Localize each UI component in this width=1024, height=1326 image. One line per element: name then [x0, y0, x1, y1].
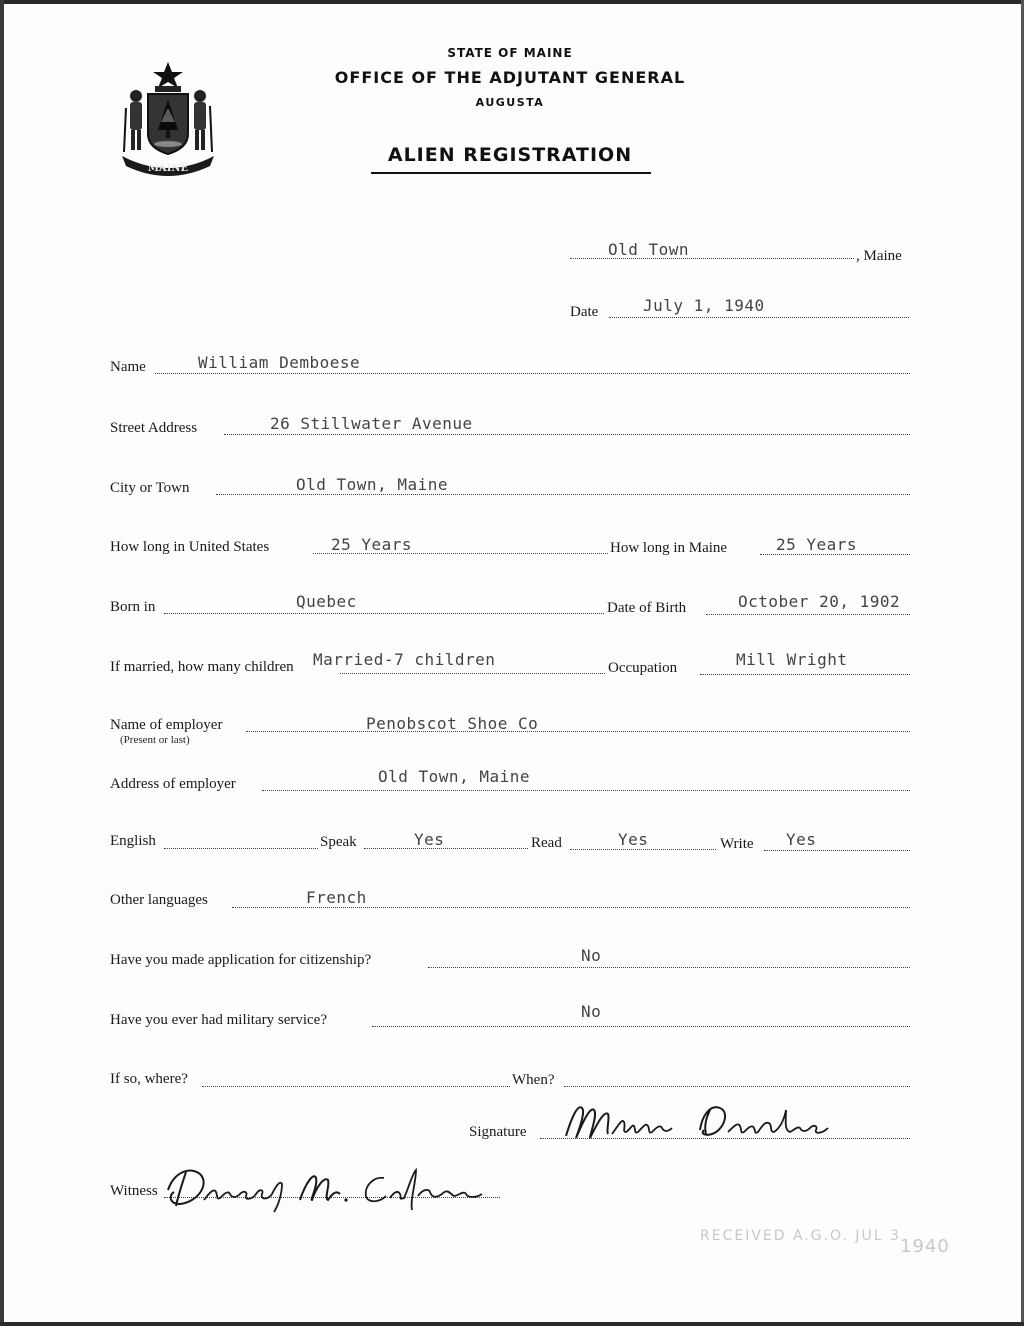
svg-text:MAINE: MAINE [147, 163, 189, 174]
form-title: ALIEN REGISTRATION [387, 144, 633, 166]
header-state: STATE OF MAINE [447, 46, 573, 60]
speak-line [364, 848, 528, 849]
street-line [224, 434, 910, 435]
date-line [609, 317, 909, 318]
write-label: Write [720, 836, 754, 852]
signature-label: Signature [469, 1124, 527, 1140]
employer-value[interactable]: Penobscot Shoe Co [366, 714, 539, 733]
other-languages-line [232, 907, 910, 908]
speak-label: Speak [320, 834, 357, 850]
employer-address-label: Address of employer [110, 776, 236, 792]
english-label: English [110, 833, 156, 849]
street-value[interactable]: 26 Stillwater Avenue [270, 414, 473, 433]
scan-border-left [0, 0, 4, 1326]
place-suffix: , Maine [856, 248, 902, 264]
received-stamp-year: 1940 [900, 1236, 950, 1257]
children-line [340, 673, 605, 674]
employer-label: Name of employer [110, 717, 223, 733]
witness-handwriting[interactable] [160, 1160, 500, 1216]
date-value[interactable]: July 1, 1940 [643, 296, 765, 315]
read-label: Read [531, 835, 562, 851]
name-label: Name [110, 359, 146, 375]
occupation-value[interactable]: Mill Wright [736, 650, 848, 669]
city-value[interactable]: Old Town, Maine [296, 475, 448, 494]
other-languages-label: Other languages [110, 892, 208, 908]
citizenship-line [428, 967, 910, 968]
when-line [564, 1086, 910, 1087]
city-line [216, 494, 910, 495]
name-line [155, 373, 910, 374]
children-value[interactable]: Married-7 children [313, 650, 496, 669]
scan-border-bottom [0, 1322, 1024, 1326]
dob-label: Date of Birth [607, 600, 687, 616]
english-line [164, 848, 318, 849]
military-label: Have you ever had military service? [110, 1012, 327, 1028]
read-line [570, 849, 716, 850]
employer-line [246, 731, 910, 732]
born-label: Born in [110, 599, 156, 615]
where-line [202, 1086, 510, 1087]
speak-value[interactable]: Yes [414, 830, 445, 849]
maine-time-value[interactable]: 25 Years [776, 535, 858, 554]
date-label: Date [570, 304, 599, 320]
occupation-line [700, 674, 910, 675]
employer-address-value[interactable]: Old Town, Maine [378, 767, 530, 786]
signature-handwriting[interactable] [560, 1096, 860, 1148]
military-line [372, 1026, 910, 1027]
write-value[interactable]: Yes [786, 830, 817, 849]
dob-value[interactable]: October 20, 1902 [738, 592, 901, 611]
witness-label: Witness [110, 1183, 158, 1199]
scan-border-top [0, 0, 1024, 4]
citizenship-label: Have you made application for citizenship? [110, 952, 372, 968]
read-value[interactable]: Yes [618, 830, 649, 849]
us-time-label: How long in United States [110, 539, 270, 555]
street-label: Street Address [110, 420, 198, 436]
when-label: When? [512, 1072, 555, 1088]
received-stamp: RECEIVED A.G.O. JUL 3 [700, 1228, 901, 1244]
title-underline [371, 172, 651, 174]
employer-sublabel: (Present or last) [120, 734, 190, 746]
born-line [164, 613, 604, 614]
children-label: If married, how many children [110, 659, 294, 675]
dob-line [706, 614, 910, 615]
where-label: If so, where? [110, 1071, 188, 1087]
born-value[interactable]: Quebec [296, 592, 357, 611]
write-line [764, 850, 910, 851]
city-label: City or Town [110, 480, 190, 496]
maine-time-label: How long in Maine [610, 540, 728, 556]
place-value[interactable]: Old Town [608, 240, 690, 259]
header-city: AUGUSTA [475, 96, 545, 109]
maine-time-line [760, 554, 910, 555]
citizenship-value[interactable]: No [581, 946, 602, 965]
us-time-value[interactable]: 25 Years [331, 535, 413, 554]
occupation-label: Occupation [608, 660, 678, 676]
military-value[interactable]: No [581, 1002, 602, 1021]
other-languages-value[interactable]: French [306, 888, 367, 907]
employer-address-line [262, 790, 910, 791]
header-office: OFFICE OF THE ADJUTANT GENERAL [334, 68, 686, 87]
name-value[interactable]: William Demboese [198, 353, 361, 372]
maine-seal-icon [108, 56, 228, 182]
